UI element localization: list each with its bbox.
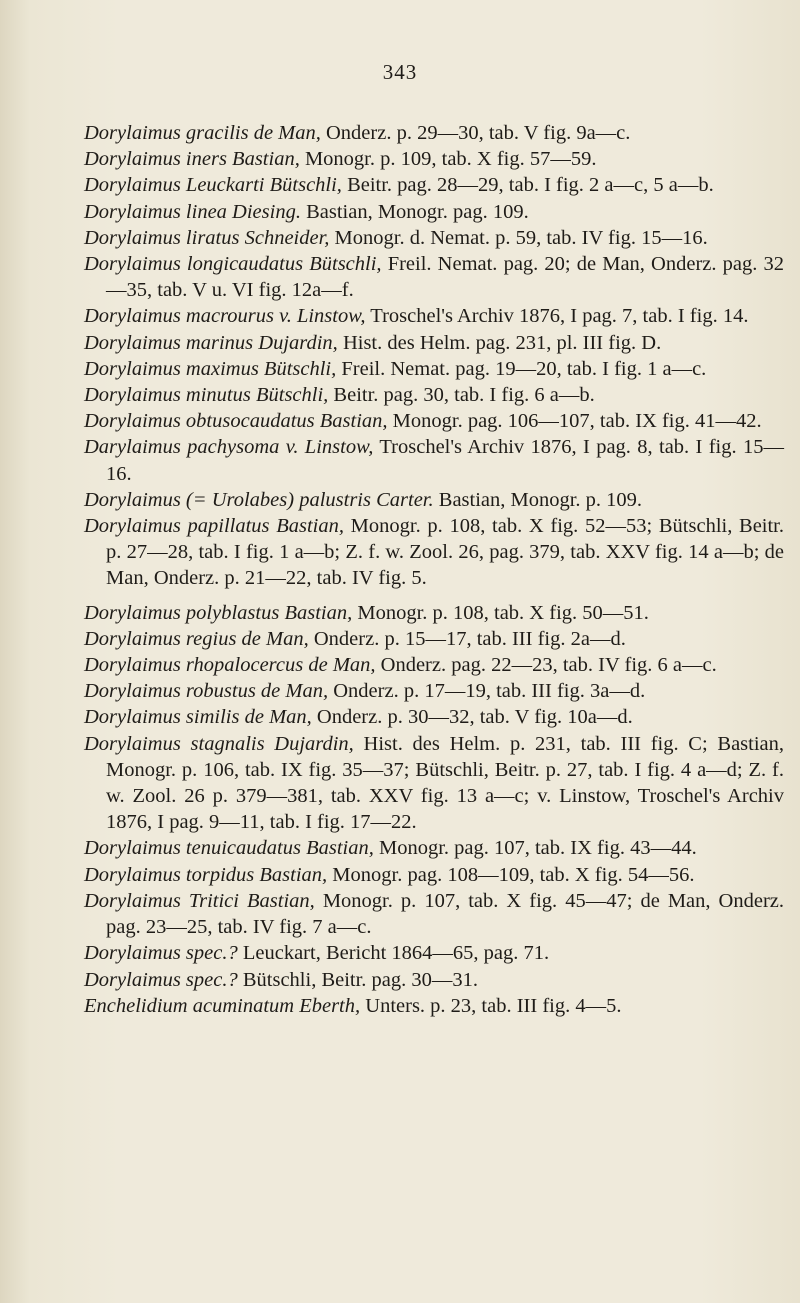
species-name: Dorylaimus Leuckarti Bütschli, (84, 174, 342, 197)
reference-text: Monogr. p. 107, tab. X fig. 45—47; de Man, Onderz. pag. 23—25, tab. IV fig. 7 a—c. (106, 889, 785, 939)
reference-text: Onderz. p. 30—32, tab. V fig. 10a—d. (316, 706, 633, 729)
reference-text: Beitr. pag. 30, tab. I fig. 6 a—b. (333, 384, 595, 407)
reference-text: Onderz. pag. 22—23, tab. IV fig. 6 a—c. (380, 654, 717, 677)
species-name: Dorylaimus gracilis de Man, (84, 122, 321, 144)
list-item (84, 652, 784, 678)
species-name: Dorylaimus rhopalocercus de Man, (84, 654, 376, 677)
species-name: Dorylaimus regius de Man, (84, 627, 309, 650)
reference-text: Hist. des Helm. p. 231, tab. III fig. C; Bastian, Monogr. p. 106, tab. IX fig. 35—37; Bütschli, Beitr. p. 27, tab. I fig. 4 a—d; Z. f. w. Zool. 26 p. 379—381, tab. XXV fig. 13 a—c; v. Linstow, Troschel's Archiv 1876, I pag. 9—11, tab. I fig. 17—22. (106, 732, 785, 834)
reference-text: Monogr. p. 108, tab. X fig. 52—53; Bütschli, Beitr. p. 27—28, tab. I fig. 1 a—b; Z. f. w. Zool. 26, pag. 379, tab. XXV fig. 14 a—b; de Man, Onderz. p. 21—22, tab. IV fig. 5. (106, 515, 785, 590)
reference-text: Bastian, Monogr. pag. 109. (306, 200, 529, 223)
reference-text: Hist. des Helm. pag. 231, pl. III fig. D. (342, 331, 662, 354)
list-item (84, 704, 784, 730)
reference-text: Monogr. p. 108, tab. X fig. 50—51. (357, 601, 649, 624)
reference-text: Onderz. p. 15—17, tab. III fig. 2a—d. (313, 627, 626, 650)
species-name: Dorylaimus linea Diesing. (84, 200, 301, 223)
list-item (84, 862, 784, 888)
reference-text: Monogr. pag. 108—109, tab. X fig. 54—56. (332, 863, 695, 886)
list-item (84, 225, 784, 251)
species-name: Dorylaimus robustus de Man, (84, 680, 329, 703)
list-item (84, 731, 784, 836)
list-item (84, 600, 784, 626)
reference-list (84, 120, 784, 1019)
list-item (84, 382, 784, 408)
reference-text: Onderz. p. 29—30, tab. V fig. 9a—c. (326, 122, 631, 144)
reference-text: Unters. p. 23, tab. III fig. 4—5. (365, 994, 622, 1017)
species-name: Dorylaimus spec.? (84, 968, 238, 991)
species-name: Dorylaimus papillatus Bastian, (84, 515, 344, 538)
list-item (84, 251, 784, 303)
species-name: Dorylaimus torpidus Bastian, (84, 863, 328, 886)
list-item (84, 888, 784, 940)
reference-text: Monogr. d. Nemat. p. 59, tab. IV fig. 15—16. (334, 226, 708, 249)
species-name: Dorylaimus stagnalis Dujardin, (84, 732, 354, 755)
list-item (84, 940, 784, 966)
species-name: Enchelidium acuminatum Eberth, (84, 994, 361, 1017)
list-item (84, 434, 784, 486)
species-name: Dorylaimus obtusocaudatus Bastian, (84, 410, 388, 433)
species-name: Dorylaimus maximus Bütschli, (84, 357, 337, 380)
list-item (84, 120, 784, 146)
species-name: Dorylaimus liratus Schneider, (84, 226, 330, 249)
list-item (84, 967, 784, 993)
reference-text: Bastian, Monogr. p. 109. (438, 488, 643, 511)
list-item (84, 172, 784, 198)
reference-text: Leuckart, Bericht 1864—65, pag. 71. (242, 942, 550, 965)
species-name: Dorylaimus macrourus v. Linstow, (84, 305, 366, 328)
species-name: Dorylaimus tenuicaudatus Bastian, (84, 837, 374, 860)
reference-text: Onderz. p. 17—19, tab. III fig. 3a—d. (333, 680, 646, 703)
species-name: Dorylaimus spec.? (84, 942, 238, 965)
species-name: Dorylaimus marinus Dujardin, (84, 331, 338, 354)
list-item (84, 408, 784, 434)
page-number: 343 (382, 60, 418, 84)
list-item (84, 199, 784, 225)
species-name: Dorylaimus polyblastus Bastian, (84, 601, 353, 624)
list-item (84, 303, 784, 329)
reference-text: Monogr. pag. 107, tab. IX fig. 43—44. (378, 837, 697, 860)
reference-text: Bütschli, Beitr. pag. 30—31. (242, 968, 479, 991)
list-item (84, 146, 784, 172)
species-name: Dorylaimus (= Urolabes) palustris Carter. (84, 488, 434, 511)
list-item (84, 356, 784, 382)
reference-text: Troschel's Archiv 1876, I pag. 8, tab. I fig. 15—16. (106, 436, 784, 485)
species-name: Dorylaimus Tritici Bastian, (84, 889, 315, 912)
reference-text: Beitr. pag. 28—29, tab. I fig. 2 a—c, 5 a—b. (347, 174, 714, 197)
species-name: Dorylaimus similis de Man, (84, 706, 312, 729)
list-item (84, 835, 784, 861)
reference-text: Freil. Nemat. pag. 19—20, tab. I fig. 1 a—c. (341, 357, 707, 380)
species-name: Darylaimus pachysoma v. Linstow, (84, 436, 374, 459)
species-name: Dorylaimus longicaudatus Bütschli, (84, 253, 382, 276)
reference-text: Freil. Nemat. pag. 20; de Man, Onderz. pag. 32—35, tab. V u. VI fig. 12a—f. (106, 253, 785, 302)
list-item (84, 487, 784, 513)
reference-text: Monogr. p. 109, tab. X fig. 57—59. (304, 148, 597, 171)
list-item (84, 626, 784, 652)
species-name: Dorylaimus iners Bastian, (84, 148, 300, 171)
species-name: Dorylaimus minutus Bütschli, (84, 384, 329, 407)
list-item (84, 513, 784, 592)
reference-text: Troschel's Archiv 1876, I pag. 7, tab. I fig. 14. (370, 305, 749, 328)
reference-text: Monogr. pag. 106—107, tab. IX fig. 41—42. (392, 410, 762, 433)
list-item (84, 330, 784, 356)
list-item (84, 993, 784, 1019)
list-item (84, 678, 784, 704)
